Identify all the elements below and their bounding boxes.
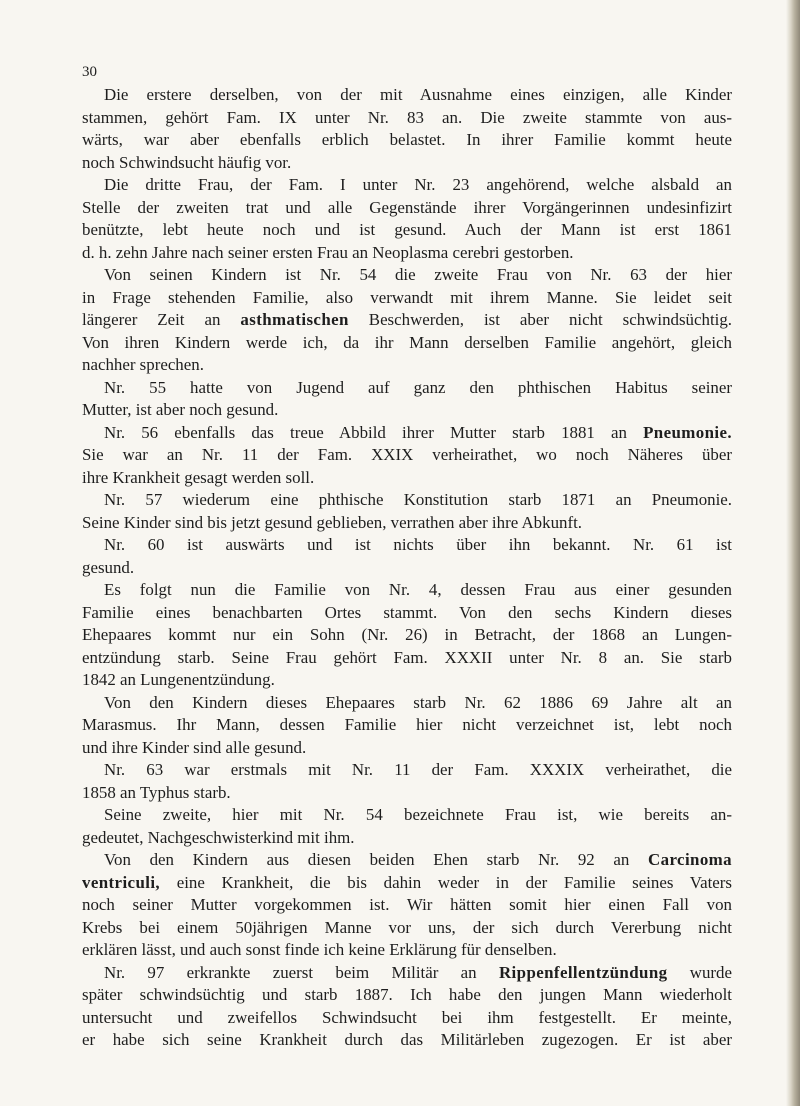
text-line: später schwindsüchtig und starb 1887. Ich habe den jungen Mann wiederholt [82,985,732,1004]
emphasized-term: Pneumonie. [643,422,732,442]
emphasized-term: asthmatischen [240,310,349,329]
text-line: Ehepaares kommt nur ein Sohn (Nr. 26) in Betracht, der 1868 an Lungen- [82,625,732,644]
text-line: Die erstere derselben, von der mit Ausnahme eines einzigen, alle Kinder [104,85,732,104]
emphasized-term: ventriculi, [82,872,161,892]
text-line: 1842 an Lungenentzündung. [82,670,275,689]
text-line: nachher sprechen. [82,355,204,374]
text-line: Stelle der zweiten trat und alle Gegenstände ihrer Vorgängerinnen undesinfizirt [82,197,732,217]
text-line: Mutter, ist aber noch gesund. [82,400,279,419]
text-line: Von den Kindern aus diesen beiden Ehen starb Nr. 92 an Carcinoma [104,850,732,869]
text-line: benützte, lebt heute noch und ist gesund. Auch der Mann ist erst 1861 [82,220,732,239]
text-line: ventriculi, eine Krankheit, die bis dahin weder in der Familie seines Vaters [82,872,732,892]
text-line: 1858 an Typhus starb. [82,782,231,802]
text-line: er habe sich seine Krankheit durch das Militärleben zugezogen. Er ist aber [82,1030,732,1049]
text-line: untersucht und zweifellos Schwindsucht bei ihm festgestellt. Er meinte, [82,1007,732,1027]
text-line: Nr. 97 erkrankte zuerst beim Militär an Rippenfellentzündung wurde [104,962,732,982]
text-line: Familie eines benachbarten Ortes stammt. Von den sechs Kindern dieses [82,602,732,622]
text-line: entzündung starb. Seine Frau gehört Fam. XXXII unter Nr. 8 an. Sie starb [82,647,732,667]
text-line: Nr. 63 war erstmals mit Nr. 11 der Fam. XXXIX verheirathet, die [104,760,732,779]
text-line: wärts, war aber ebenfalls erblich belastet. In ihrer Familie kommt heute [82,130,732,149]
text-line: Nr. 56 ebenfalls das treue Abbild ihrer Mutter starb 1881 an Pneumonie. [104,422,732,442]
text-line: Von seinen Kindern ist Nr. 54 die zweite Frau von Nr. 63 der hier [104,265,732,284]
text-line: in Frage stehenden Familie, also verwandt mit ihrem Manne. Sie leidet seit [82,287,732,307]
text-line: Die dritte Frau, der Fam. I unter Nr. 23 angehörend, welche alsbald an [104,175,732,194]
text-line: ihre Krankheit gesagt werden soll. [82,467,315,487]
page-edge-shadow [786,0,800,1106]
emphasized-term: Rippenfellentzündung [498,962,668,982]
text-line: noch Schwindsucht häufig vor. [82,152,292,172]
text-line: stammen, gehört Fam. IX unter Nr. 83 an. Die zweite stammte von aus- [82,107,732,127]
text-line: Es folgt nun die Familie von Nr. 4, dessen Frau aus einer gesunden [104,580,732,599]
text-line: Marasmus. Ihr Mann, dessen Familie hier nicht verzeichnet ist, lebt noch [82,715,732,734]
text-line: Von ihren Kindern werde ich, da ihr Mann derselben Familie angehört, gleich [82,332,732,352]
text-line: gedeutet, Nachgeschwisterkind mit ihm. [82,827,355,847]
body-text [82,84,732,1052]
text-line: Nr. 57 wiederum eine phthische Konstitution starb 1871 an Pneumonie. [104,490,732,509]
text-line: gesund. [82,557,135,577]
page-number: 30 [82,64,97,80]
text-line: erklären lässt, und auch sonst finde ich keine Erklärung für denselben. [82,940,557,959]
text-line: Sie war an Nr. 11 der Fam. XXIX verheirathet, wo noch Näheres über [82,445,732,464]
text-line: Krebs bei einem 50jährigen Manne vor uns, der sich durch Vererbung nicht [82,917,732,937]
text-line: und ihre Kinder sind alle gesund. [82,737,307,757]
text-line: Seine zweite, hier mit Nr. 54 bezeichnete Frau ist, wie bereits an- [104,805,732,824]
emphasized-term: Carcinoma [648,850,732,869]
text-line: Seine Kinder sind bis jetzt gesund geblieben, verrathen aber ihre Abkunft. [82,512,583,532]
text-line: noch seiner Mutter vorgekommen ist. Wir hätten somit hier einen Fall von [82,895,732,914]
text-line: Nr. 60 ist auswärts und ist nichts über ihn bekannt. Nr. 61 ist [104,535,732,554]
text-line: d. h. zehn Jahre nach seiner ersten Frau an Neoplasma cerebri gestorben. [82,242,574,262]
text-line: Nr. 55 hatte von Jugend auf ganz den phthischen Habitus seiner [104,377,732,397]
text-line: Von den Kindern dieses Ehepaares starb Nr. 62 1886 69 Jahre alt an [104,692,732,712]
text-line: längerer Zeit an asthmatischen Beschwerden, ist aber nicht schwindsüchtig. [82,310,732,329]
